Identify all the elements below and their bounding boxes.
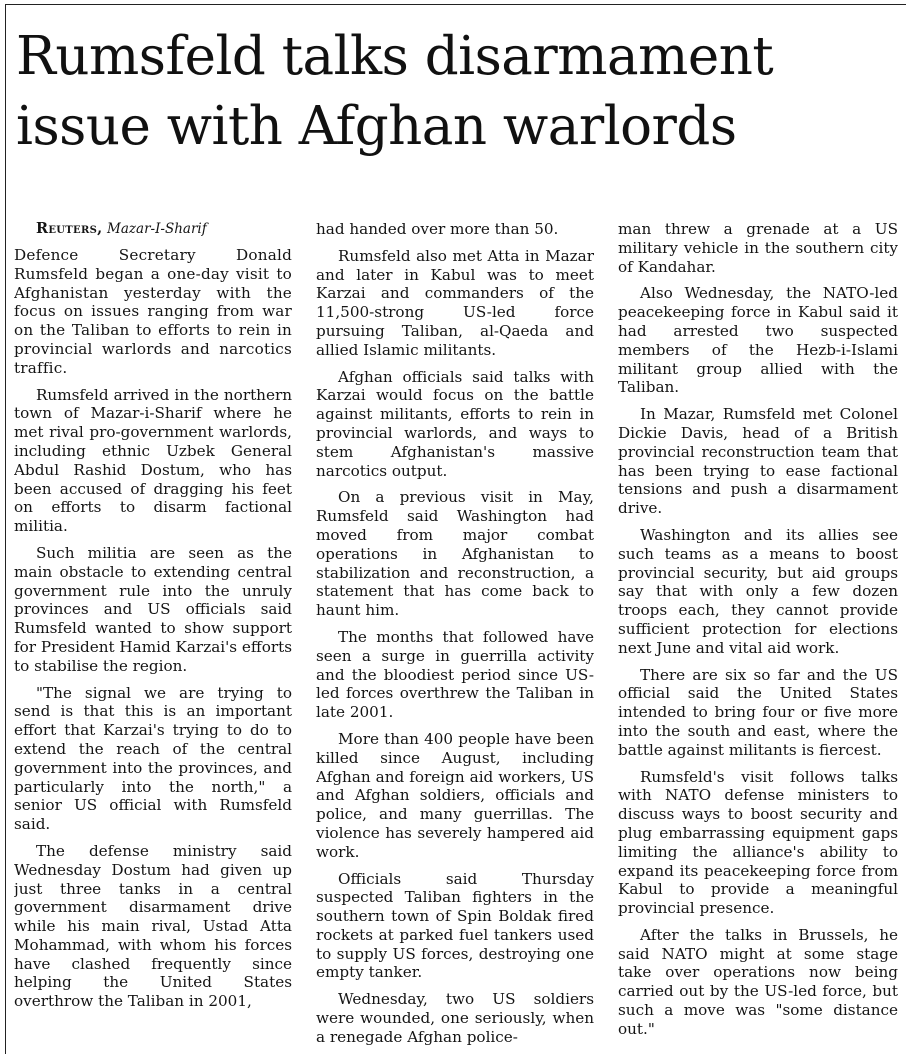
article-paragraph: "The signal we are trying to send is that this is an important effort that Karzai's trying to do to extend the reach of the central government into the provinces, and particularly into the north," a senior US official with Rumsfeld said.: [14, 683, 292, 834]
article-paragraph: There are six so far and the US official said the United States intended to bring four or five more into the south and east, where the battle against militants is fiercest.: [618, 665, 898, 759]
article-paragraph: Rumsfeld arrived in the northern town of Mazar-i-Sharif where he met rival pro-government warlords, including ethnic Uzbek General Abdul Rashid Dostum, who has been accused of dragging his feet on efforts to disarm factional militia.: [14, 385, 292, 536]
article-paragraph: The defense ministry said Wednesday Dostum had given up just three tanks in a central government disarmament drive while his main rival, Ustad Atta Mohammad, with whom his forces have clashed frequently since helping the United States overthrow the Taliban in 2001,: [14, 841, 292, 1011]
byline: [14, 220, 292, 238]
article-column-2: [316, 220, 594, 1046]
article-paragraph-continued: man threw a grenade at a US military vehicle in the southern city of Kandahar.: [618, 220, 898, 276]
article-paragraph: Wednesday, two US soldiers were wounded, one seriously, when a renegade Afghan police-: [316, 990, 594, 1046]
article-paragraph: Such militia are seen as the main obstacle to extending central government rule into the unruly provinces and US officials said Rumsfeld wanted to show support for President Hamid Karzai's efforts to stabilise the region.: [14, 543, 292, 675]
article-paragraph: Rumsfeld's visit follows talks with NATO defense ministers to discuss ways to boost security and plug embarrassing equipment gaps limiting the alliance's ability to expand its peacekeeping force from Kabul to provide a meaningful provincial presence.: [618, 767, 898, 918]
article-paragraph: In Mazar, Rumsfeld met Colonel Dickie Davis, head of a British provincial reconstruction team that has been trying to ease factional tensions and push a disarmament drive.: [618, 405, 898, 518]
article-body: [14, 220, 898, 1046]
article-headline: Rumsfeld talks disarmament issue with Afghan warlords: [16, 26, 774, 157]
article-paragraph: The months that followed have seen a surge in guerrilla activity and the bloodiest period since US-led forces overthrew the Taliban in late 2001.: [316, 627, 594, 722]
article-paragraph: Washington and its allies see such teams as a means to boost provincial security, but aid groups say that with only a few dozen troops each, they cannot provide sufficient protection for elections next June and vital aid work.: [618, 525, 898, 657]
article-paragraph: Officials said Thursday suspected Taliban fighters in the southern town of Spin Boldak fired rockets at parked fuel tankers used to supply US forces, destroying one empty tanker.: [316, 869, 594, 982]
article-paragraph: More than 400 people have been killed since August, including Afghan and foreign aid workers, US and Afghan soldiers, officials and police, and many guerrillas. The violence has severely hampered aid work.: [316, 729, 594, 861]
article-paragraph: Defence Secretary Donald Rumsfeld began a one-day visit to Afghanistan yesterday with the focus on issues ranging from war on the Taliban to efforts to rein in provincial warlords and narcotics traffic.: [14, 246, 292, 377]
article-column-3: [618, 220, 898, 1046]
article-paragraph-continued: had handed over more than 50.: [316, 220, 559, 238]
byline-agency: Reuters,: [36, 220, 103, 237]
article-paragraph: On a previous visit in May, Rumsfeld said Washington had moved from major combat operations in Afghanistan to stabilization and reconstruction, a statement that has come back to haunt him.: [316, 488, 594, 620]
article-paragraph: Also Wednesday, the NATO-led peacekeeping force in Kabul said it had arrested two suspected members of the Hezb-i-Islami militant group allied with the Taliban.: [618, 284, 898, 397]
article-paragraph: Rumsfeld also met Atta in Mazar and later in Kabul was to meet Karzai and commanders of the 11,500-strong US-led force pursuing Taliban, al-Qaeda and allied Islamic militants.: [316, 246, 594, 359]
article-column-1: [14, 220, 292, 1046]
top-border-rule: [6, 4, 906, 5]
byline-dateline: Mazar-I-Sharif: [107, 221, 207, 237]
article-paragraph: After the talks in Brussels, he said NATO might at some stage take over operations now being carried out by the US-led force, but such a move was "some distance out.": [618, 925, 898, 1038]
article-paragraph: Afghan officials said talks with Karzai would focus on the battle against militants, efforts to rein in provincial warlords, and ways to stem Afghanistan's massive narcotics output.: [316, 367, 594, 480]
left-border-rule: [5, 4, 6, 1054]
